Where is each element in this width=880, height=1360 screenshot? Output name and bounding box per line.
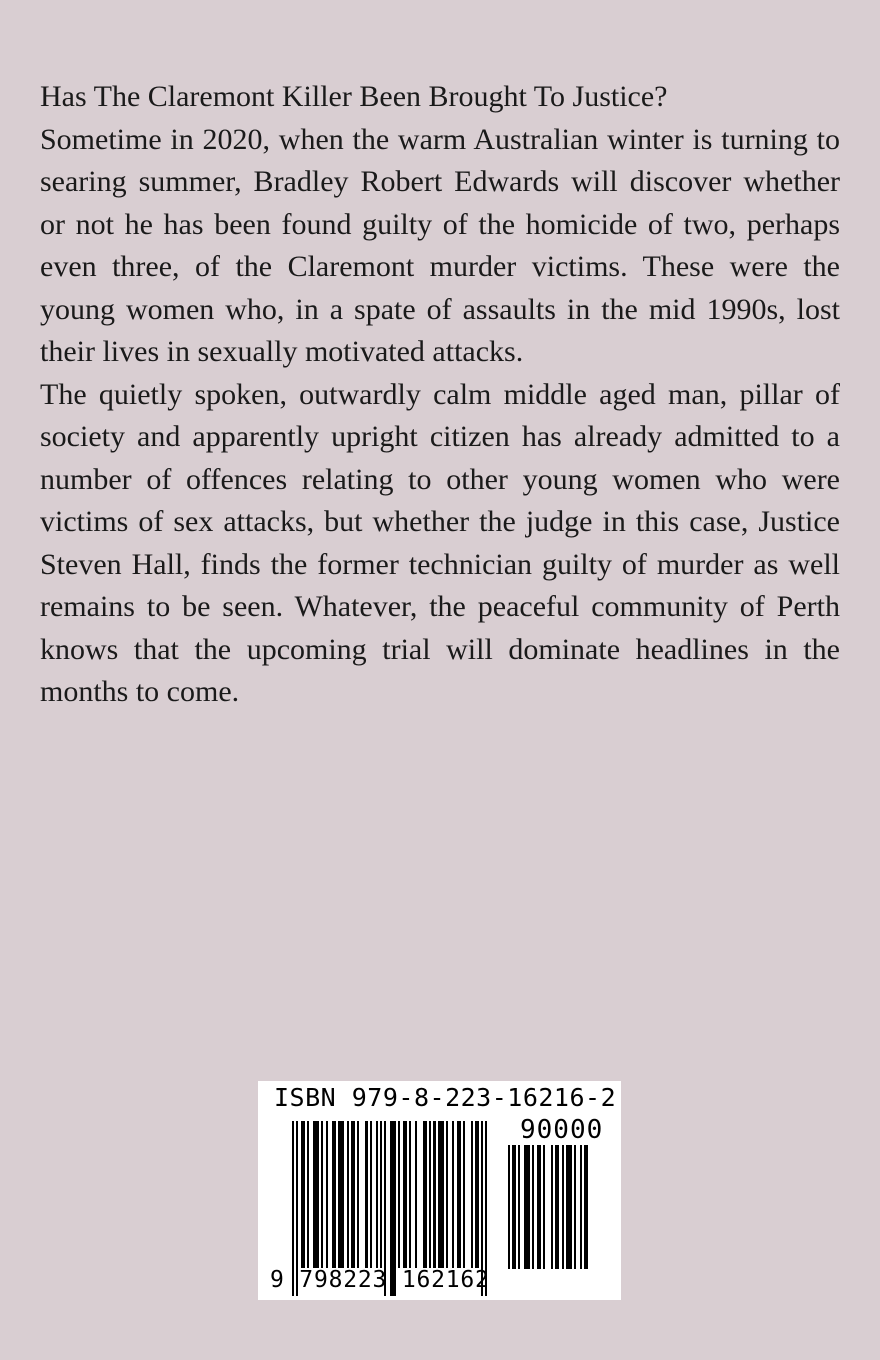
blurb-headline: Has The Claremont Killer Been Brought To Justice? — [40, 80, 668, 113]
blurb-paragraph-2: The quietly spoken, outwardly calm middle aged man, pillar of society and apparently upright citizen has already admitted to a number of offences relating to other young women who were victims of sex attacks, but whether the judge in this case, Justice Steven Hall, finds the former technician guilty of murder as well remains to be seen. Whatever, the peaceful community of Perth knows that the upcoming trial will dominate headlines in the months to come. — [40, 377, 840, 708]
isbn-barcode — [258, 1081, 621, 1300]
isbn-label: ISBN 979-8-223-16216-2 — [274, 1083, 617, 1112]
ean-digits: 9 798223 162162 — [270, 1267, 490, 1293]
barcode-bars-addon — [508, 1145, 606, 1269]
addon-code: 90000 — [520, 1115, 604, 1145]
blurb-text — [40, 76, 840, 714]
blurb-paragraph-1: Sometime in 2020, when the warm Australian winter is turning to searing summer, Bradley Robert Edwards will discover whether or not he has been found guilty of the homicide of two, perhaps even three, of the Claremont murder victims. These were the young women who, in a spate of assaults in the mid 1990s, lost their lives in sexually motivated attacks. — [40, 122, 840, 368]
